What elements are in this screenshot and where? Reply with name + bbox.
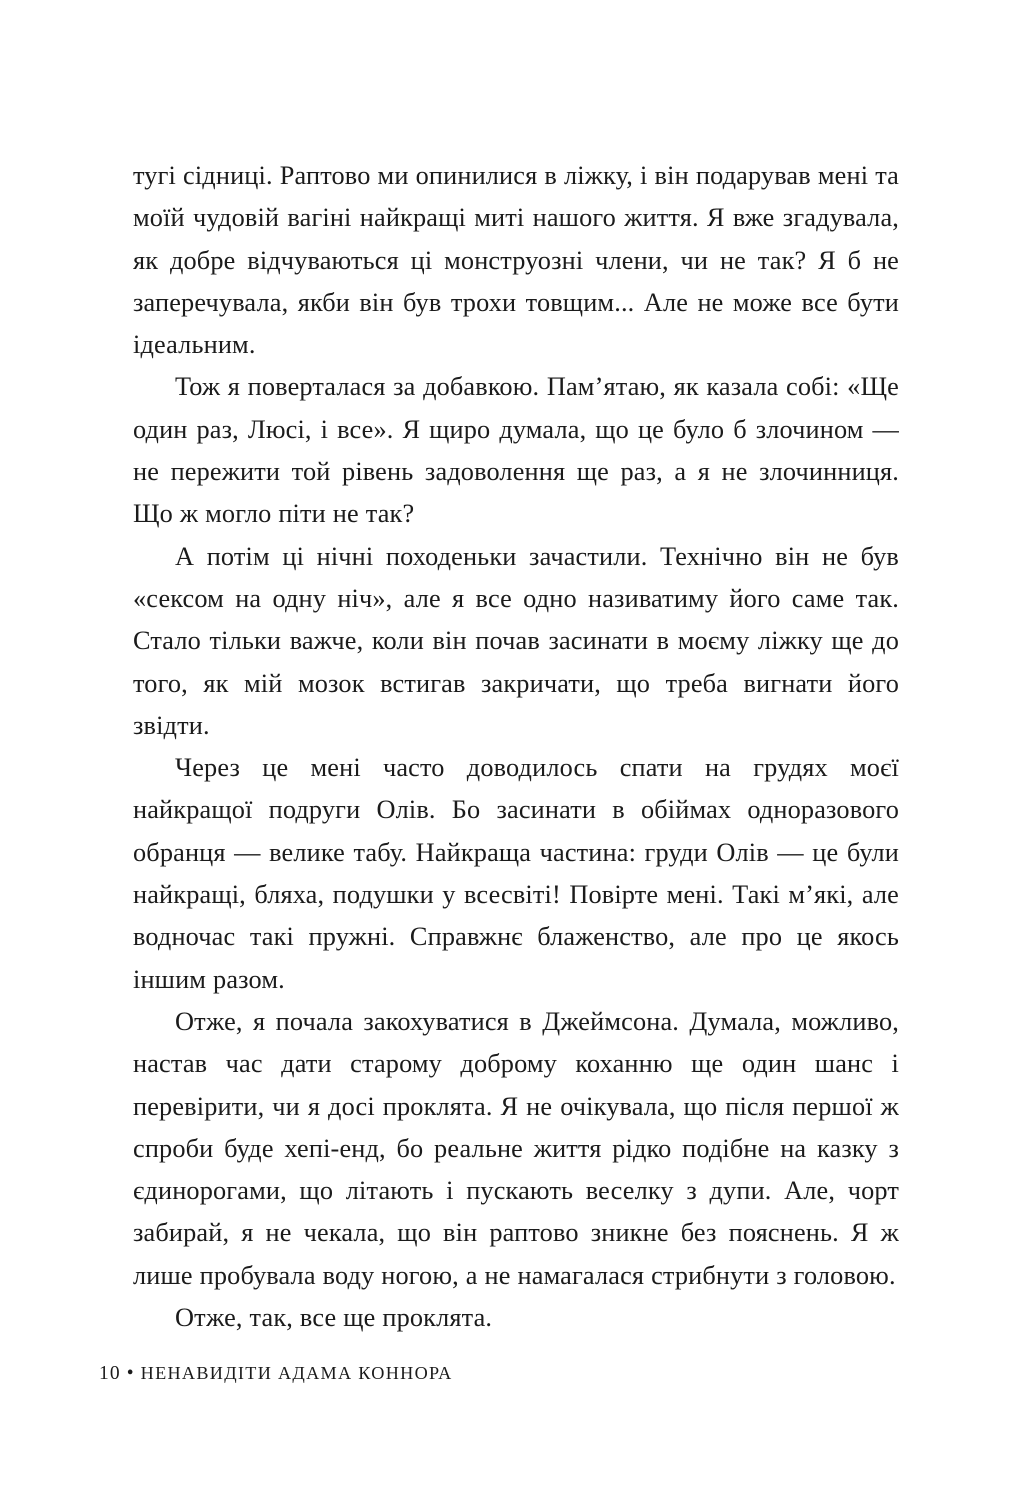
page-number: 10 (99, 1363, 121, 1384)
paragraph: Через це мені часто доводилось спати на грудях моєї найкращої подруги Олів. Бо засинати в обіймах одноразового обранця — велике табу. Найкраща частина: груди Олів — це були найкращі, бляха, подушки у всесвіті! Повірте мені. Такі м’які, але водночас такі пружні. Справжнє блаженство, але про це якось іншим разом. (133, 753, 899, 994)
paragraph: Отже, так, все ще проклята. (175, 1303, 493, 1333)
paragraph: тугі сідниці. Раптово ми опинилися в ліжку, і він подарував мені та моїй чудовій вагіні найкращі миті нашого життя. Я вже згадувала, як добре відчуваються ці монструозні члени, чи не так? Я б не заперечувала, якби він був трохи товщим... Але не може все бути ідеальним. (133, 161, 899, 360)
paragraph: А потім ці нічні походеньки зачастили. Технічно він не був «сексом на одну ніч», але я все одно називатиму його саме так. Стало тільки важче, коли він почав засинати в моєму ліжку ще до того, як мій мозок встигав закричати, що треба вигнати його звідти. (133, 541, 899, 740)
paragraph: Отже, я почала закохуватися в Джеймсона. Думала, можливо, настав час дати старому доброму коханню ще один шанс і перевірити, чи я досі проклята. Я не очікувала, що після першої ж спроби буде хепі-енд, бо реальне життя рідко подібне на казку з єдинорогами, що літають і пускають веселку з дупи. Але, чорт забирай, я не чекала, що він раптово зникне без пояснень. Я ж лише пробувала воду ногою, а не намагалася стрибнути з головою. (133, 1006, 899, 1290)
running-head-title: НЕНАВИДІТИ АДАМА КОННОРА (140, 1363, 453, 1383)
page-footer (99, 1363, 899, 1385)
paragraph: Тож я поверталася за добавкою. Пам’ятаю, як казала собі: «Ще один раз, Люсі, і все». Я щиро думала, що це було б злочином — не пережити той рівень задоволення ще раз, а я не злочинниця. Що ж могло піти не так? (133, 372, 899, 529)
footer-separator: • (126, 1363, 135, 1384)
body-text (133, 155, 899, 1339)
